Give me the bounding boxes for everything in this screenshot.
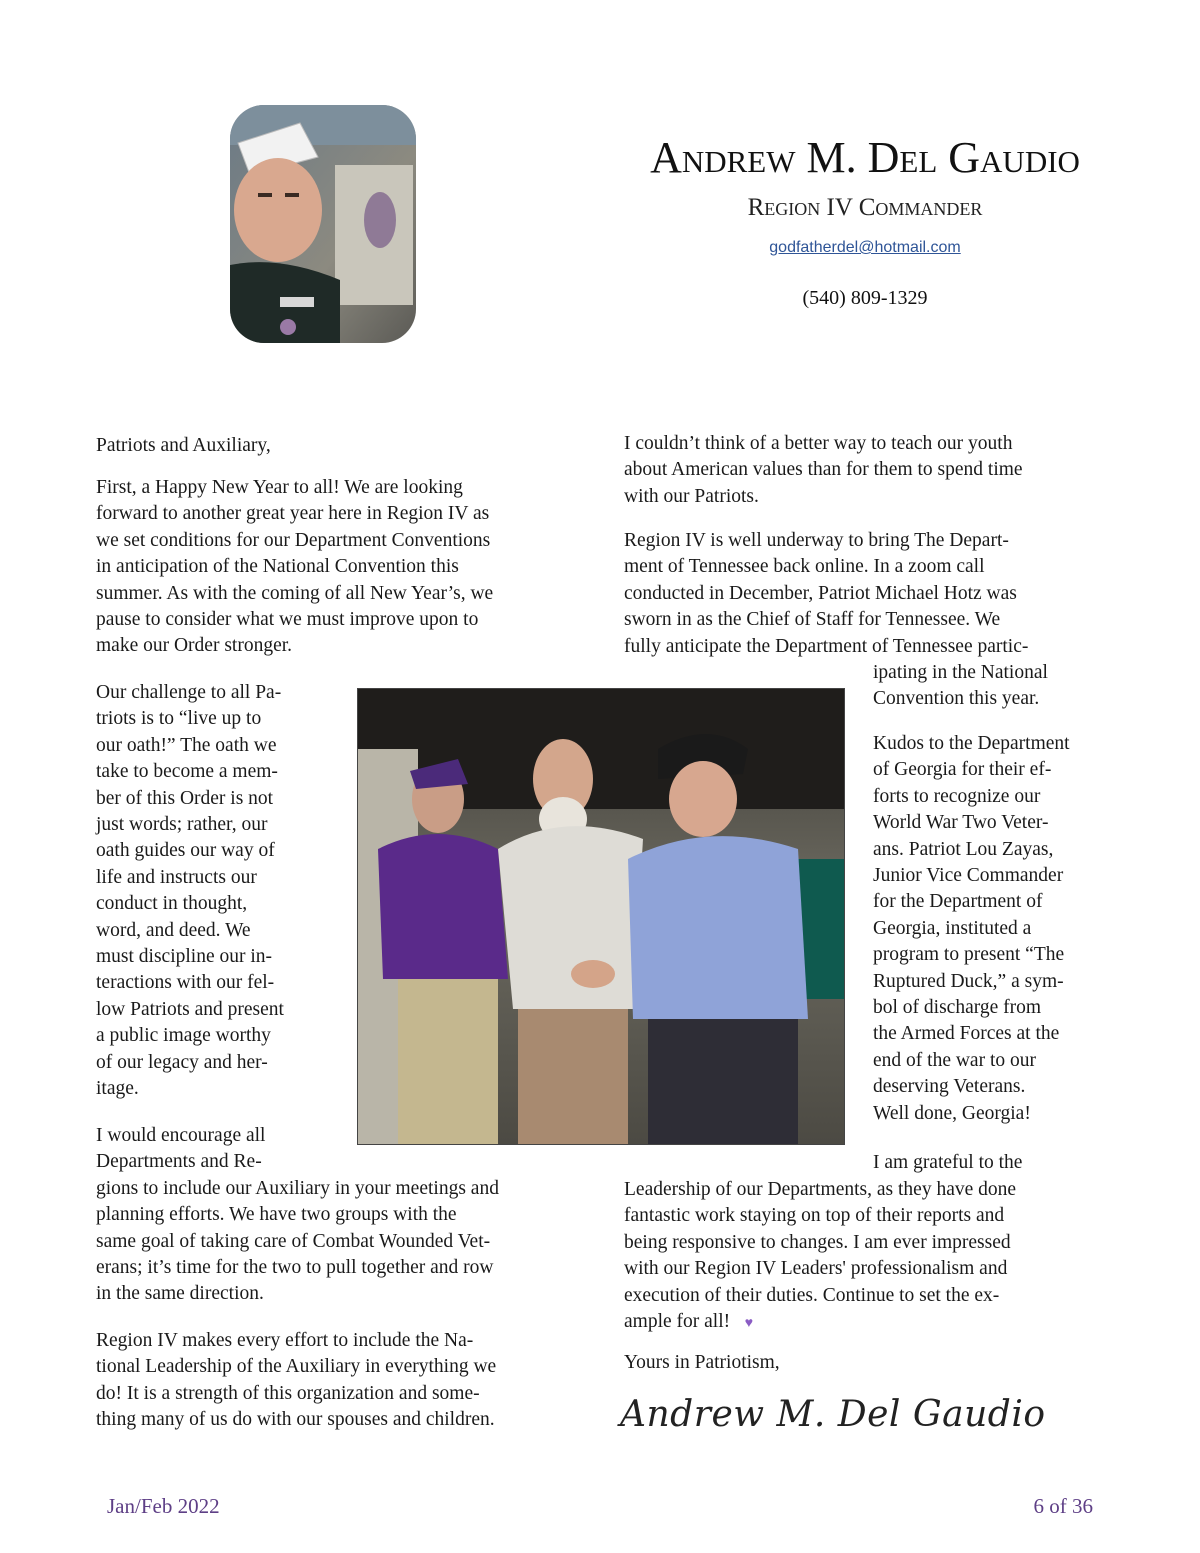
left-paragraph-2: Our challenge to all Pa- triots is to “live up to our oath!” The oath we take to become a mem- ber of this Order is not just words; rather, our oath guides our way of life and instructs our conduct in thought, word, and deed. We must discipline our in- teractions with our fel- low Patriots and present a public image worthy of our legacy and her- itage.	[96, 682, 284, 1100]
commander-portrait	[230, 105, 416, 343]
page-number: 6 of 36	[1033, 1494, 1093, 1518]
purple-heart-icon: ♥	[744, 1316, 754, 1332]
veterans-group-photo	[357, 688, 845, 1145]
footer-date: Jan/Feb 2022	[107, 1494, 220, 1518]
closing: Yours in Patriotism,	[624, 1352, 780, 1373]
left-paragraph-3: I would encourage all Departments and Re- gions to include our Auxiliary in your meetings and planning efforts. We have two groups with the same goal of taking care of Combat Wounded Vet- erans; it’s time for the two to pull together and row in the same direction.	[96, 1125, 499, 1305]
phone-number: (540) 809-1329	[802, 287, 928, 309]
portrait-photo	[230, 105, 416, 343]
author-role: Region IV Commander	[747, 194, 983, 221]
left-paragraph-4: Region IV makes every effort to include the Na- tional Leadership of the Auxiliary in everything we do! It is a strength of this organization and some- thing many of us do with our spouses and children.	[96, 1330, 497, 1431]
group-photo-image	[358, 689, 844, 1144]
signature: Andrew M. Del Gaudio	[620, 1394, 1046, 1435]
right-paragraph-4-first-line: I am grateful to the	[873, 1152, 1023, 1173]
right-paragraph-4: Leadership of our Departments, as they have done fantastic work staying on top of their reports and being responsive to changes. I am ever impressed with our Region IV Leaders' professionalism and execution of their duties. Continue to set the ex- ample for all! ♥	[624, 1177, 1016, 1337]
right-paragraph-3: Kudos to the Department of Georgia for their ef- forts to recognize our World War Two Veter- ans. Patriot Lou Zayas, Junior Vice Commander for the Department of Georgia, instituted a program to present “The Ruptured Duck,” a sym- bol of discharge from the Armed Forces at the end of the war to our deserving Veterans. Well done, Georgia!	[873, 733, 1070, 1124]
email-link[interactable]: godfatherdel@hotmail.com	[769, 239, 961, 256]
right-paragraph-2: Region IV is well underway to bring The Depart- ment of Tennessee back online. In a zoom call conducted in December, Patriot Michael Hotz was sworn in as the Chief of Staff for Tennessee. We fully anticipate the Department of Tennessee partic-	[624, 530, 1029, 657]
author-name: Andrew M. Del Gaudio	[650, 133, 1080, 182]
right-paragraph-1: I couldn’t think of a better way to teach our youth about American values than for them to spend time with our Patriots.	[624, 433, 1023, 507]
salutation: Patriots and Auxiliary,	[96, 435, 271, 456]
last-line: ample for all! ♥	[624, 1311, 754, 1333]
right-paragraph-2-wrap: ipating in the National Convention this year.	[873, 662, 1048, 710]
left-paragraph-1: First, a Happy New Year to all! We are looking forward to another great year here in Region IV as we set conditions for our Department Conventions in anticipation of the National Convention this summer. As with the coming of all New Year’s, we pause to consider what we must improve upon to make our Order stronger.	[96, 477, 494, 657]
